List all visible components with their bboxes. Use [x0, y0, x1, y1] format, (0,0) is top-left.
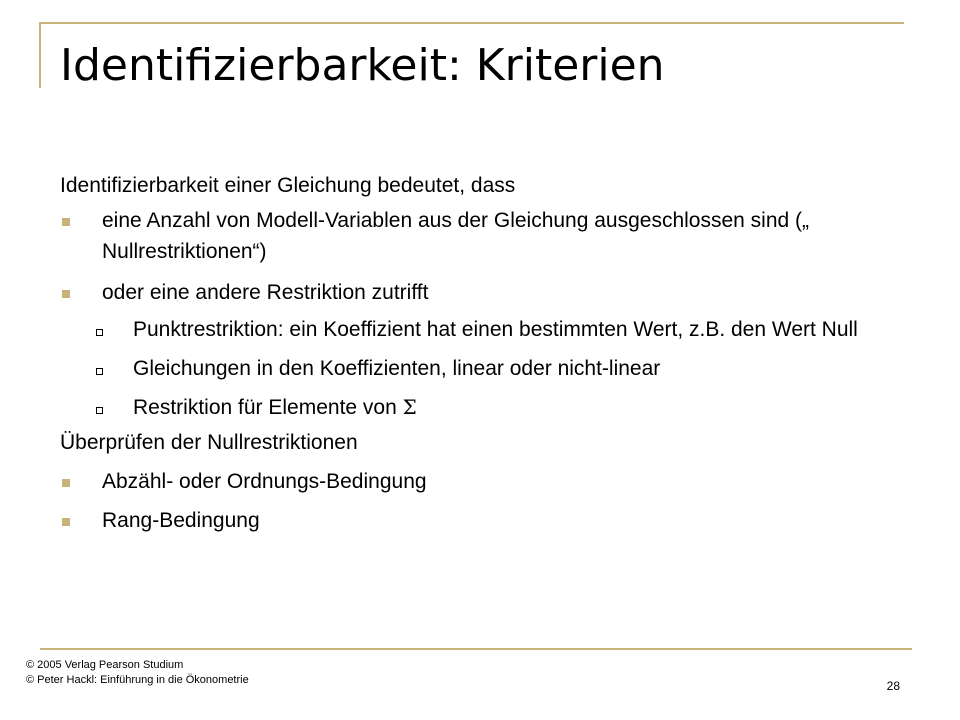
filled-square-icon	[62, 290, 70, 298]
sub-list-item	[60, 353, 920, 384]
section-heading: Überprüfen der Nullrestriktionen	[60, 431, 358, 454]
filled-square-icon	[62, 479, 70, 487]
list-item	[60, 277, 920, 308]
list-item-text: eine Anzahl von Modell-Variablen aus der Gleichung ausgeschlossen sind („ Nullrestriktionen“)	[102, 209, 810, 263]
hollow-square-icon	[96, 329, 103, 336]
bottom-rule	[40, 648, 912, 650]
sub-list-item-text: Punktrestriktion: ein Koeffizient hat einen bestimmten Wert, z.B. den Wert Null	[133, 318, 858, 341]
intro-text: Identifizierbarkeit einer Gleichung bedeutet, dass	[60, 174, 516, 197]
list-item	[60, 505, 920, 536]
hollow-square-icon	[96, 368, 103, 375]
slide-body	[60, 170, 920, 536]
sigma-symbol: Σ	[402, 395, 417, 419]
hollow-square-icon	[96, 407, 103, 414]
footer-copyright-publisher: © 2005 Verlag Pearson Studium	[26, 659, 184, 671]
sub-list-item	[60, 314, 920, 345]
sub-list-item	[60, 392, 920, 423]
footer-copyright-author: © Peter Hackl: Einführung in die Ökonometrie	[26, 674, 249, 686]
filled-square-icon	[62, 218, 70, 226]
page-number: 28	[886, 679, 900, 693]
sub-list-item-text: Restriktion für Elemente von	[133, 396, 397, 419]
filled-square-icon	[62, 518, 70, 526]
footer	[26, 658, 249, 688]
top-rule	[40, 22, 904, 24]
slide-title: Identifizierbarkeit: Kriterien	[60, 40, 665, 91]
list-item-text: Rang-Bedingung	[102, 509, 260, 532]
list-item-text: oder eine andere Restriktion zutrifft	[102, 281, 429, 304]
list-item	[60, 466, 920, 497]
list-item	[60, 205, 920, 267]
list-item-text: Abzähl- oder Ordnungs-Bedingung	[102, 470, 427, 493]
left-rule	[39, 22, 41, 88]
sub-list-item-text: Gleichungen in den Koeffizienten, linear oder nicht-linear	[133, 357, 661, 380]
